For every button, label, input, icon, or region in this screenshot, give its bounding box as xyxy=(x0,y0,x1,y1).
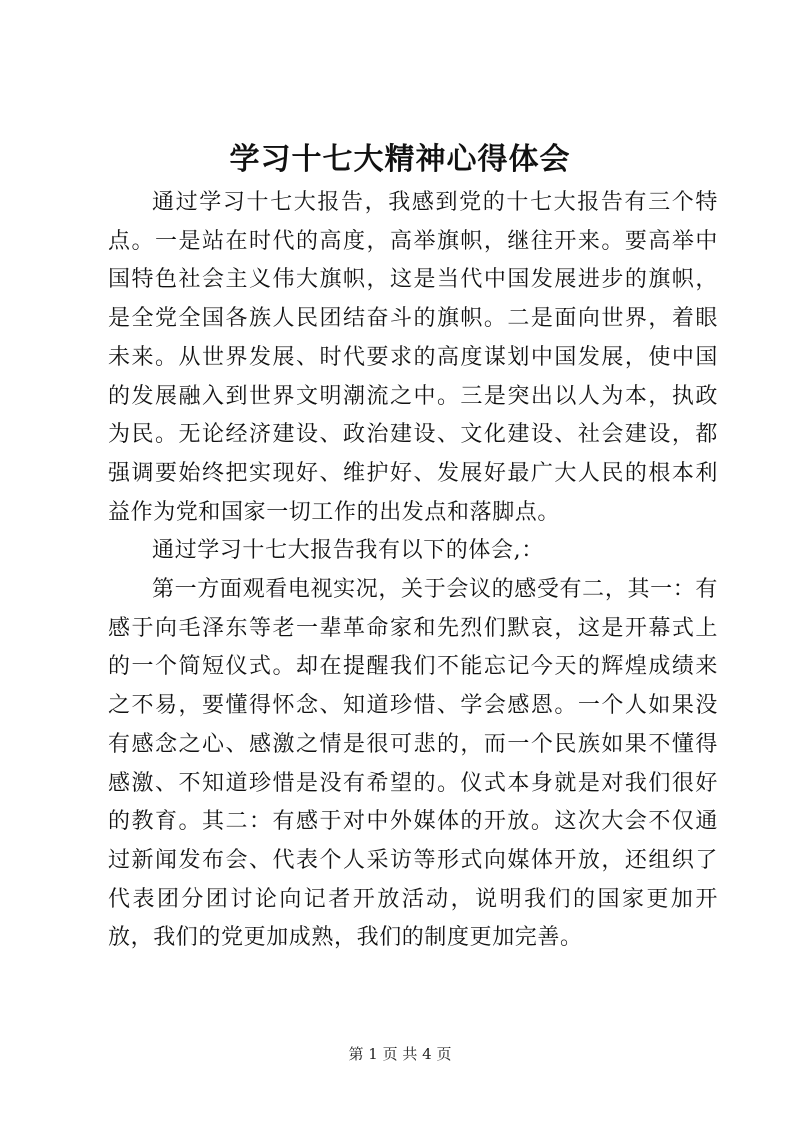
paragraph-first-aspect: 第一方面观看电视实况，关于会议的感受有二，其一：有感于向毛泽东等老一辈革命家和先烈们默哀，这是开幕式上的一个简短仪式。却在提醒我们不能忘记今天的辉煌成绩来之不易，要懂得怀念、知道珍惜、学会感恩。一个人如果没有感念之心、感激之情是很可悲的，而一个民族如果不懂得感激、不知道珍惜是没有希望的。仪式本身就是对我们很好的教育。其二：有感于对中外媒体的开放。这次大会不仅通过新闻发布会、代表个人采访等形式向媒体开放，还组织了代表团分团讨论向记者开放活动，说明我们的国家更加开放，我们的党更加成熟，我们的制度更加完善。 xyxy=(108,577,718,951)
paragraph-experience-intro: 通过学习十七大报告我有以下的体会,： xyxy=(152,538,544,564)
page-footer: 第 1 页 共 4 页 xyxy=(348,1045,452,1063)
paragraph-report-features: 通过学习十七大报告，我感到党的十七大报告有三个特点。一是站在时代的高度，高举旗帜，继往开来。要高举中国特色社会主义伟大旗帜，这是当代中国发展进步的旗帜，是全党全国各族人民团结奋斗的旗帜。二是面向世界，着眼未来。从世界发展、时代要求的高度谋划中国发展，使中国的发展融入到世界文明潮流之中。三是突出以人为本，执政为民。无论经济建设、政治建设、文化建设、社会建设，都强调要始终把实现好、维护好、发展好最广大人民的根本利益作为党和国家一切工作的出发点和落脚点。 xyxy=(108,190,718,525)
document-title: 学习十七大精神心得体会 xyxy=(229,142,571,177)
document-body xyxy=(108,184,718,958)
